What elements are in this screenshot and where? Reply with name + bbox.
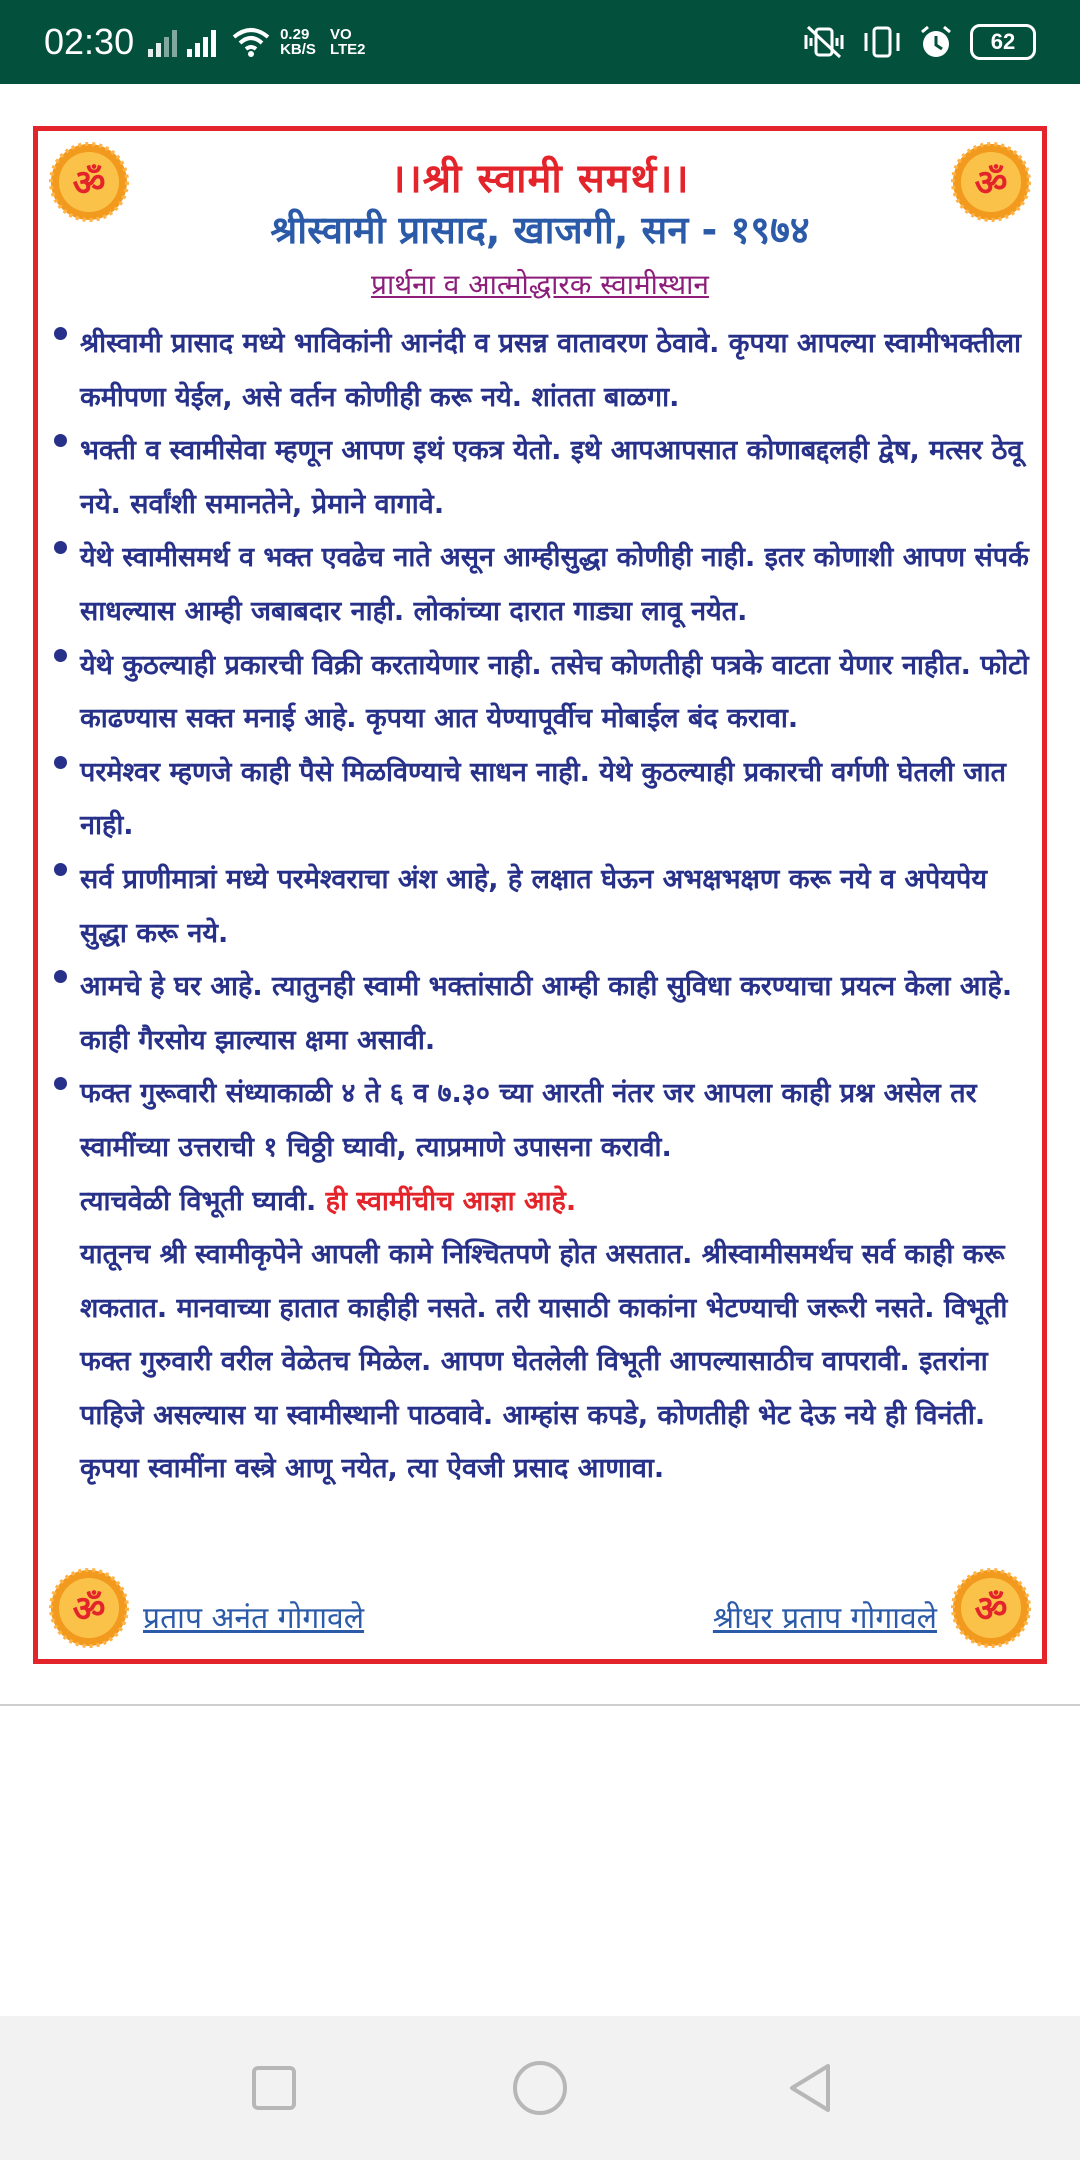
signal-icon-sim1 — [148, 27, 177, 57]
notice-board — [33, 126, 1047, 1664]
vibrate-icon — [862, 25, 902, 59]
volte-indicator — [330, 27, 366, 57]
net-speed-unit: KB/S — [280, 41, 316, 58]
clock: 02:30 — [44, 21, 135, 62]
signature-right: श्रीधर प्रताप गोगावले — [712, 1601, 937, 1636]
notice-rules — [50, 317, 1032, 1496]
command-text: ही स्वामींचीच आज्ञा आहे. — [325, 1185, 577, 1217]
rule-item: आमचे हे घर आहे. त्यातुनही स्वामी भक्तांसाठी आम्ही काही सुविधा करण्याचा प्रयत्न केला आहे. काही गैरसोय झाल्यास क्षमा असावी. — [50, 960, 1032, 1067]
volte-top: VO — [329, 26, 352, 43]
rule-item: भक्ती व स्वामीसेवा म्हणून आपण इथं एकत्र येतो. इथे आपआपसात कोणाबद्दलही द्वेष, मत्सर ठेवू नये. सर्वांशी समानतेने, प्रेमाने वागावे. — [50, 424, 1032, 531]
status-bar — [0, 0, 1080, 84]
svg-text:ॐ: ॐ — [974, 163, 1008, 204]
rule-item: फक्त गुरूवारी संध्याकाळी ४ ते ६ व ७.३० च्या आरती नंतर जर आपला काही प्रश्न असेल तर स्वामींच्या उत्तराची १ चिठ्ठी घ्यावी, त्याप्रमाणे उपासना करावी. — [50, 1067, 1032, 1174]
home-circle-icon[interactable] — [510, 2058, 570, 2118]
om-icon — [48, 1567, 130, 1649]
vibrate-off-icon — [802, 25, 846, 59]
rule-item: सर्व प्राणीमात्रां मध्ये परमेश्वराचा अंश आहे, हे लक्षात घेऊन अभक्षभक्षण करू नये व अपेयपेय सुद्धा करू नये. — [50, 853, 1032, 960]
image-viewer[interactable] — [0, 84, 1080, 1706]
network-speed — [280, 27, 316, 57]
svg-text:ॐ: ॐ — [72, 1589, 106, 1630]
vibhuti-text: त्याचवेळी विभूती घ्यावी. — [80, 1185, 317, 1217]
signal-icon-sim2 — [187, 27, 216, 57]
rule-item: येथे स्वामीसमर्थ व भक्त एवढेच नाते असून आम्हीसुद्धा कोणीही नाही. इतर कोणाशी आपण संपर्क साधल्यास आम्ही जबाबदार नाही. लोकांच्या दारात गाड्या लावू नयेत. — [50, 531, 1032, 638]
notice-title: ।।श्री स्वामी समर्थ।। — [390, 156, 690, 202]
navigation-bar — [0, 2016, 1080, 2160]
notice-heading: प्रार्थना व आत्मोद्धारक स्वामीस्थान — [371, 268, 709, 301]
net-speed-value: 0.29 — [280, 26, 310, 43]
wifi-icon — [232, 27, 270, 57]
rule-item: श्रीस्वामी प्रासाद मध्ये भाविकांनी आनंदी व प्रसन्न वातावरण ठेवावे. कृपया आपल्या स्वामीभक्तीला कमीपणा येईल, असे वर्तन कोणीही करू नये. शांतता बाळगा. — [50, 317, 1032, 424]
om-icon — [950, 1567, 1032, 1649]
rule-item: येथे कुठल्याही प्रकारची विक्री करतायेणार नाही. तसेच कोणतीही पत्रके वाटता येणार नाहीत. फोटो काढण्यास सक्त मनाई आहे. कृपया आत येण्यापूर्वीच मोबाईल बंद करावा. — [50, 639, 1032, 746]
alarm-icon — [918, 24, 954, 60]
closing-paragraph: यातूनच श्री स्वामीकृपेने आपली कामे निश्चितपणे होत असतात. श्रीस्वामीसमर्थच सर्व काही करू शकतात. मानवाच्या हातात काहीही नसते. तरी यासाठी काकांना भेटण्याची जरूरी नसते. विभूती फक्त गुरुवारी वरील वेळेतच मिळेल. आपण घेतलेली विभूती आपल्यासाठीच वापरावी. इतरांना पाहिजे असल्यास या स्वामीस्थानी पाठवावे. आम्हांस कपडे, कोणतीही भेट देऊ नये ही विनंती. कृपया स्वामींना वस्त्रे आणू नयेत, त्या ऐवजी प्रसाद आणावा. — [80, 1239, 1008, 1485]
vibhuti-line — [50, 1175, 1032, 1229]
recents-square-icon[interactable] — [244, 2058, 304, 2118]
back-triangle-icon[interactable] — [780, 2058, 840, 2118]
svg-text:ॐ: ॐ — [974, 1589, 1008, 1630]
signature-left: प्रताप अनंत गोगावले — [143, 1601, 365, 1636]
rule-item: परमेश्वर म्हणजे काही पैसे मिळविण्याचे साधन नाही. येथे कुठल्याही प्रकारची वर्गणी घेतली जात नाही. — [50, 746, 1032, 853]
battery-indicator: 62 — [970, 24, 1036, 60]
volte-bottom: LTE2 — [329, 41, 366, 58]
notice-subtitle: श्रीस्वामी प्रासाद, खाजगी, सन - १९७४ — [270, 208, 810, 252]
svg-text:ॐ: ॐ — [72, 163, 106, 204]
